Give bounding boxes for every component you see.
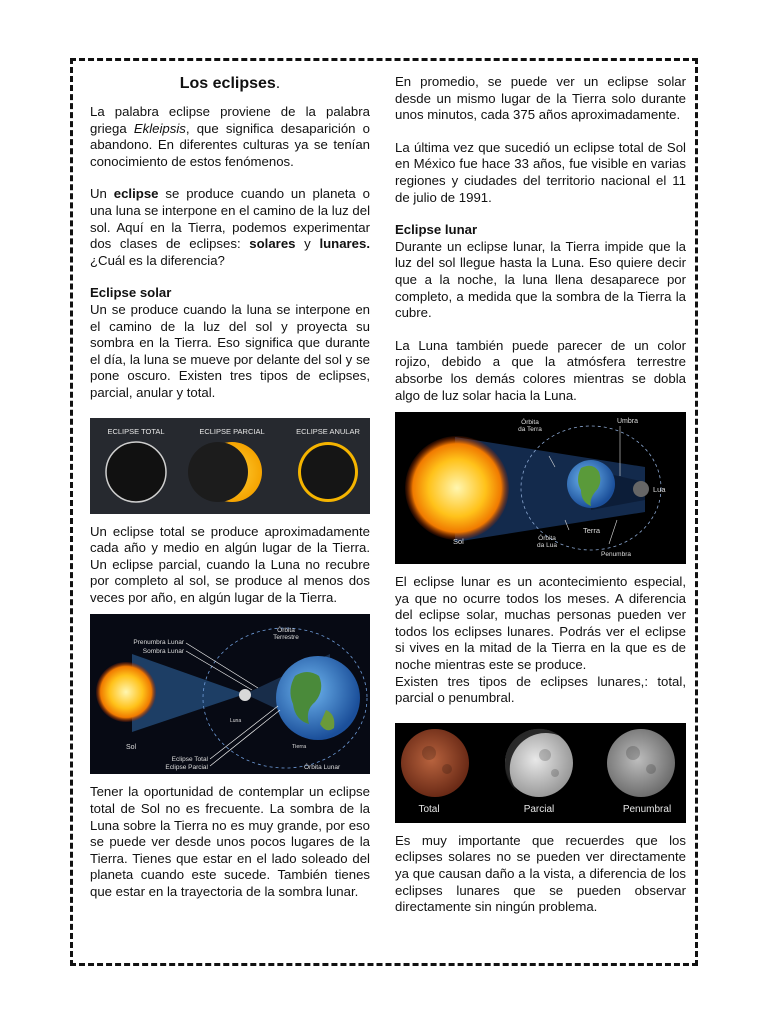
solar-eclipse-diagram <box>90 614 370 774</box>
label-eclipse-total: ECLIPSE TOTAL <box>107 426 165 436</box>
label-tierra: Tierra <box>292 744 307 751</box>
label-sol: Sol <box>126 744 137 752</box>
label-da-terra: da Terra <box>518 426 542 434</box>
intro-paragraph: La palabra eclipse proviene de la palabra griega Ekleipsis, que significa desaparición o abandono. En diferentes culturas ya se tenían conocimiento de estos fenómenos. <box>90 104 370 169</box>
heading-eclipse-solar: Eclipse solar <box>90 285 172 301</box>
moon-icon <box>239 689 251 701</box>
label-sol: Sol <box>453 537 464 547</box>
solar-frequency-paragraph: Un eclipse total se produce aproximadamente cada año y medio en algún lugar de la Tierra. Un eclipse parcial, cuando la Luna no recubre por completo al sol, se produce al menos dos veces por año, en algún lugar de la Tierra. <box>90 523 370 605</box>
safety-paragraph: Es muy importante que recuerdes que los eclipses solares no se pueden ver directamente ya que causan daño a la vista, a diferencia de los eclipses lunares que se pueden observar directamente sin ningún problema. <box>395 832 686 915</box>
heading-eclipse-lunar: Eclipse lunar <box>395 222 478 238</box>
partial-eclipse-icon <box>188 442 262 502</box>
total-lunar-eclipse-icon <box>401 729 469 797</box>
label-penumbra-lunar: Prenumbra Lunar <box>133 639 184 647</box>
solar-eclipse-types-figure <box>90 418 370 514</box>
label-total: Total <box>418 803 440 815</box>
lunar-special-paragraph: El eclipse lunar es un acontecimiento especial, ya que no ocurre todos los meses. A diferencia del eclipse solar, muchas personas pueden ver todos los eclipses lunares. Podrás ver el eclipse si vives en la mitad de la Tierra en la que es de noche mientras este se produce. <box>395 574 686 673</box>
page-title: Los eclipses. <box>179 75 281 92</box>
label-sombra-lunar: Sombra Lunar <box>142 648 184 656</box>
label-da-lua: da Lua <box>537 542 557 550</box>
label-terra: Terra <box>583 526 601 536</box>
label-lua: Lua <box>653 485 666 495</box>
total-eclipse-icon <box>106 442 166 502</box>
average-paragraph: En promedio, se puede ver un eclipse solar desde un mismo lugar de la Tierra solo durante unos minutos, cada 375 años aproximadamente. <box>395 74 686 123</box>
definition-paragraph: Un eclipse se produce cuando un planeta o una luna se interpone en el camino de la luz del sol. Aquí en la Tierra, podemos experimentar dos clases de eclipses: solares y lunares. ¿Cuál es la diferencia? <box>90 186 371 268</box>
label-luna: Luna <box>230 718 242 725</box>
label-umbra: Umbra <box>617 418 639 426</box>
red-moon-paragraph: La Luna también puede parecer de un color rojizo, debido a que la atmósfera terrestre absorbe los demás colores mientras se dobla algo de luz solar hacia la Luna. <box>395 337 686 403</box>
label-eclipse-anular: ECLIPSE ANULAR <box>296 426 360 436</box>
partial-lunar-eclipse-icon <box>505 729 573 797</box>
label-penumbral: Penumbral <box>622 803 672 815</box>
lunar-eclipse-types-figure <box>395 723 686 823</box>
left-column <box>90 74 370 917</box>
label-orbita-lunar: Órbita Lunar <box>304 764 341 772</box>
moon-icon <box>633 481 649 497</box>
label-terrestre: Terrestre <box>273 634 299 642</box>
label-penumbra: Penumbra <box>601 551 631 559</box>
sun-icon <box>96 662 156 722</box>
annular-eclipse-icon <box>298 442 358 502</box>
earth-icon <box>276 656 360 740</box>
label-eclipse-parcial-diagram: Eclipse Parcial <box>165 764 208 772</box>
solar-rarity-paragraph: Tener la oportunidad de contemplar un eclipse total de Sol no es frecuente. La sombra de la Luna sobre la Tierra no es muy grande, por eso se puede ver desde unos pocos lugares de la Tierra. Tienes que estar en el lado soleado del planeta cuando este sucede. También tienes que estar en la trayectoria de la sombra lunar. <box>90 784 370 900</box>
label-orbita-lua: Órbita <box>538 535 556 543</box>
label-eclipse-total-diagram: Eclipse Total <box>171 756 208 764</box>
mexico-paragraph: La última vez que sucedió un eclipse total de Sol en México fue hace 33 años, fue visible en varias regiones y ciudades del territorio nacional el 11 de julio de 1991. <box>395 139 686 205</box>
label-orbita-terra: Órbita <box>521 419 539 427</box>
right-column <box>395 74 686 932</box>
solar-paragraph: Un se produce cuando la luna se interpone en el camino de la luz del sol y proyecta su sombra en la Tierra. Eso significa que durante el día, la luna se mueve por delante del sol y se pone oscuro. Existen tres tipos de eclipses, parcial, anular y total. <box>90 301 370 400</box>
lunar-types-paragraph: Existen tres tipos de eclipses lunares,: total, parcial o penumbral. <box>395 673 686 706</box>
label-parcial: Parcial <box>523 803 555 815</box>
lunar-eclipse-diagram <box>395 412 686 564</box>
sun-icon <box>405 436 509 540</box>
label-orbita: Órbita <box>277 627 295 635</box>
label-eclipse-parcial: ECLIPSE PARCIAL <box>199 426 265 436</box>
penumbral-lunar-eclipse-icon <box>607 729 675 797</box>
lunar-paragraph: Durante un eclipse lunar, la Tierra impide que la luz del sol llegue hasta la Luna. Eso quiere decir que a la noche, la luna llena desaparece por completo, a medida que la sombra de la Tierra la cubre. <box>395 238 686 321</box>
